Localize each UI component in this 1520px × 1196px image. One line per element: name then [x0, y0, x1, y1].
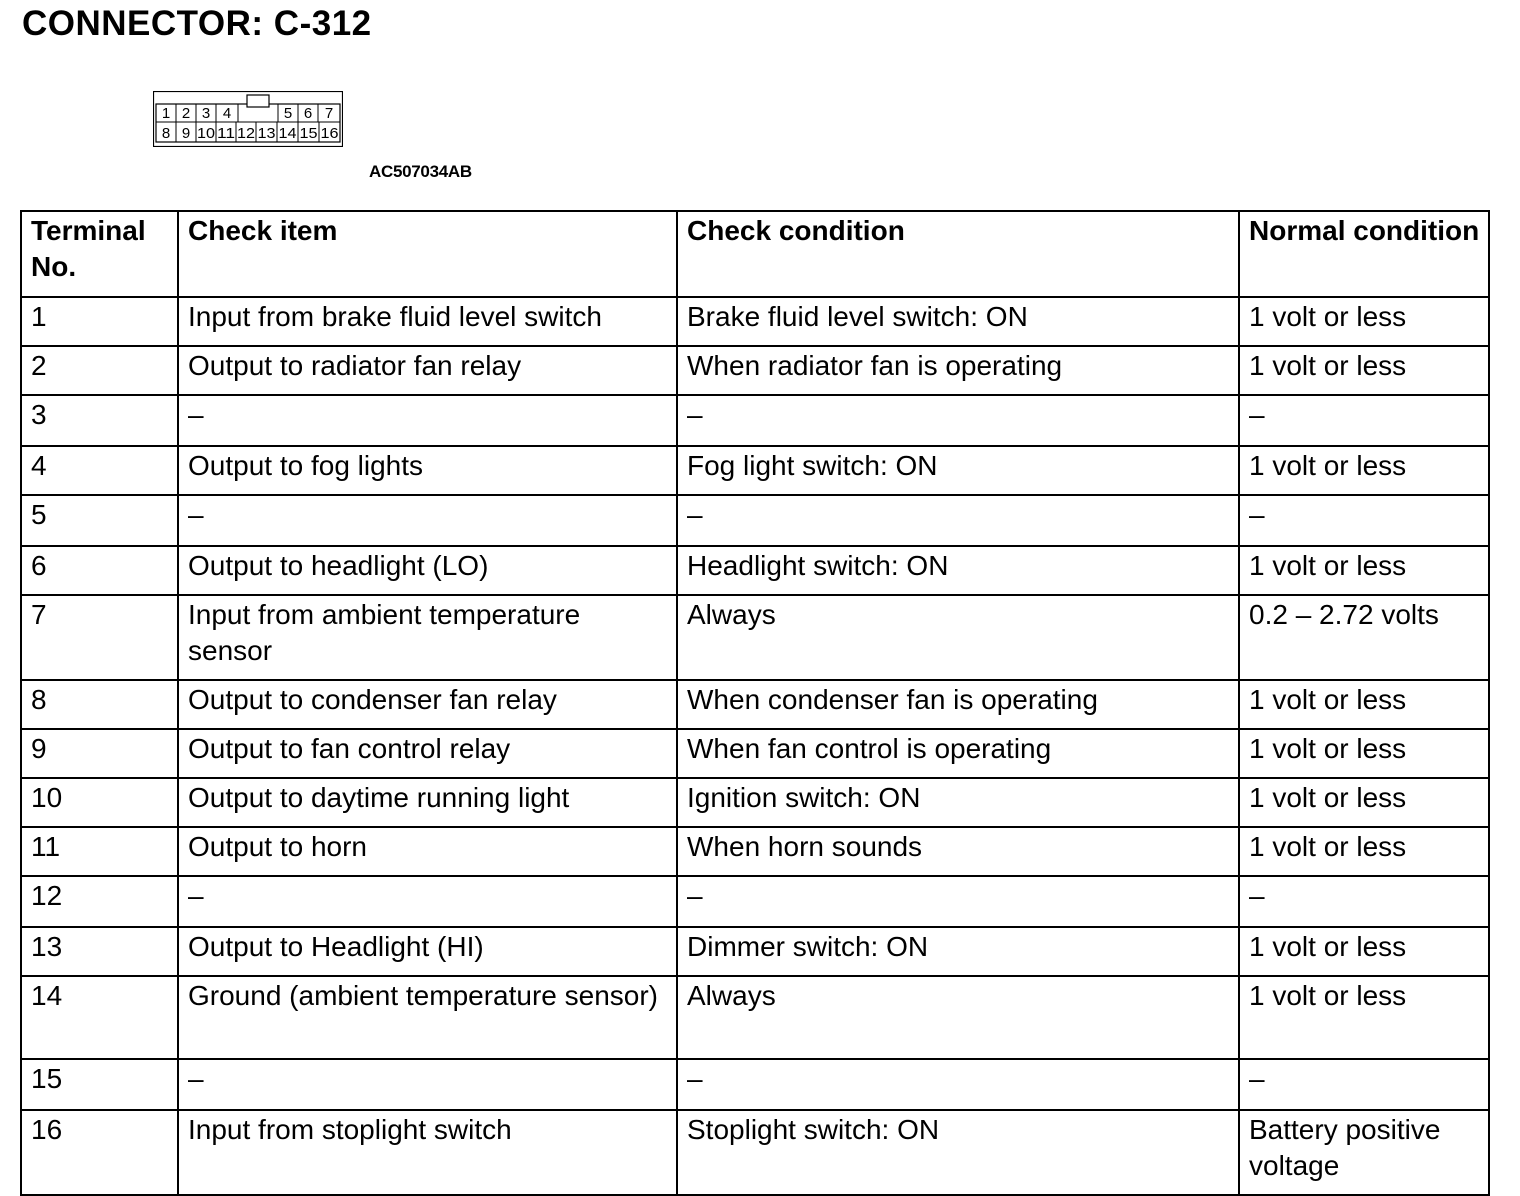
normal-condition-cell: 1 volt or less [1239, 729, 1489, 778]
terminal-cell: 10 [21, 778, 178, 827]
check-condition-cell: When condenser fan is operating [677, 680, 1239, 729]
table-row [21, 346, 1489, 395]
check-condition-cell: – [677, 1059, 1239, 1110]
terminal-cell: 16 [21, 1110, 178, 1195]
check-item-cell: Ground (ambient temperature sensor) [178, 976, 677, 1059]
check-item-cell: Output to daytime running light [178, 778, 677, 827]
check-item-cell: Output to fog lights [178, 446, 677, 495]
pin-label: 13 [257, 125, 276, 142]
table-row [21, 297, 1489, 346]
check-item-cell: – [178, 495, 677, 546]
terminal-cell: 4 [21, 446, 178, 495]
check-item-cell: Output to condenser fan relay [178, 680, 677, 729]
terminal-cell: 5 [21, 495, 178, 546]
check-item-cell: Input from ambient temperature sensor [178, 595, 677, 680]
normal-condition-cell: Battery positive voltage [1239, 1110, 1489, 1195]
pin-label: 4 [222, 105, 232, 122]
check-condition-cell: Always [677, 595, 1239, 680]
table-row [21, 827, 1489, 876]
pin-label: 8 [161, 125, 171, 142]
table-row [21, 876, 1489, 927]
check-condition-cell: When fan control is operating [677, 729, 1239, 778]
normal-condition-cell: 1 volt or less [1239, 546, 1489, 595]
normal-condition-cell: 1 volt or less [1239, 346, 1489, 395]
check-condition-cell: Ignition switch: ON [677, 778, 1239, 827]
normal-condition-cell: 1 volt or less [1239, 827, 1489, 876]
connector-diagram [153, 91, 343, 147]
check-condition-cell: Stoplight switch: ON [677, 1110, 1239, 1195]
pin-label: 16 [320, 125, 339, 142]
check-item-cell: Input from brake fluid level switch [178, 297, 677, 346]
normal-condition-cell: – [1239, 495, 1489, 546]
table-row [21, 395, 1489, 446]
table-row [21, 595, 1489, 680]
pin-label: 11 [217, 125, 235, 142]
check-condition-cell: Dimmer switch: ON [677, 927, 1239, 976]
table-row [21, 446, 1489, 495]
terminal-cell: 7 [21, 595, 178, 680]
check-item-cell: Output to fan control relay [178, 729, 677, 778]
normal-condition-cell: – [1239, 1059, 1489, 1110]
table-header-row [21, 211, 1489, 297]
normal-condition-cell: 1 volt or less [1239, 778, 1489, 827]
normal-condition-cell: 1 volt or less [1239, 446, 1489, 495]
normal-condition-cell: 0.2 – 2.72 volts [1239, 595, 1489, 680]
terminal-check-table [20, 210, 1490, 1196]
check-item-cell: Output to horn [178, 827, 677, 876]
table-row [21, 976, 1489, 1059]
header-check-item: Check item [178, 211, 677, 297]
table-row [21, 729, 1489, 778]
pin-label: 14 [278, 125, 297, 142]
table-row [21, 1110, 1489, 1195]
terminal-cell: 9 [21, 729, 178, 778]
normal-condition-cell: 1 volt or less [1239, 927, 1489, 976]
normal-condition-cell: 1 volt or less [1239, 297, 1489, 346]
normal-condition-cell: – [1239, 876, 1489, 927]
table-row [21, 1059, 1489, 1110]
pin-label: 12 [237, 125, 255, 142]
check-item-cell: – [178, 876, 677, 927]
header-check-condition: Check condition [677, 211, 1239, 297]
normal-condition-cell: – [1239, 395, 1489, 446]
check-item-cell: – [178, 395, 677, 446]
terminal-cell: 2 [21, 346, 178, 395]
pin-label: 7 [324, 105, 334, 122]
check-condition-cell: – [677, 495, 1239, 546]
pin-label: 2 [181, 105, 191, 122]
check-condition-cell: Brake fluid level switch: ON [677, 297, 1239, 346]
check-condition-cell: When radiator fan is operating [677, 346, 1239, 395]
page-title: CONNECTOR: C-312 [22, 4, 372, 43]
pin-label: 9 [181, 125, 191, 142]
check-condition-cell: – [677, 876, 1239, 927]
table-row [21, 495, 1489, 546]
check-item-cell: Output to Headlight (HI) [178, 927, 677, 976]
terminal-cell: 1 [21, 297, 178, 346]
check-item-cell: – [178, 1059, 677, 1110]
check-condition-cell: Fog light switch: ON [677, 446, 1239, 495]
terminal-cell: 3 [21, 395, 178, 446]
check-item-cell: Output to radiator fan relay [178, 346, 677, 395]
terminal-cell: 11 [21, 827, 178, 876]
table-row [21, 778, 1489, 827]
terminal-cell: 6 [21, 546, 178, 595]
pin-label: 5 [283, 105, 293, 122]
terminal-cell: 13 [21, 927, 178, 976]
check-condition-cell: When horn sounds [677, 827, 1239, 876]
normal-condition-cell: 1 volt or less [1239, 976, 1489, 1059]
check-item-cell: Output to headlight (LO) [178, 546, 677, 595]
pin-label: 1 [161, 105, 171, 122]
terminal-cell: 8 [21, 680, 178, 729]
terminal-cell: 12 [21, 876, 178, 927]
terminal-cell: 15 [21, 1059, 178, 1110]
pin-label: 6 [303, 105, 313, 122]
header-normal-condition: Normal condition [1239, 211, 1489, 297]
header-terminal-no: Terminal No. [21, 211, 178, 297]
check-condition-cell: Headlight switch: ON [677, 546, 1239, 595]
normal-condition-cell: 1 volt or less [1239, 680, 1489, 729]
check-condition-cell: – [677, 395, 1239, 446]
pin-label: 15 [299, 125, 318, 142]
table-row [21, 927, 1489, 976]
check-condition-cell: Always [677, 976, 1239, 1059]
pin-label: 10 [197, 125, 215, 142]
pin-label: 3 [201, 105, 211, 122]
check-item-cell: Input from stoplight switch [178, 1110, 677, 1195]
table-row [21, 546, 1489, 595]
table-row [21, 680, 1489, 729]
figure-code: AC507034AB [369, 162, 472, 181]
terminal-cell: 14 [21, 976, 178, 1059]
